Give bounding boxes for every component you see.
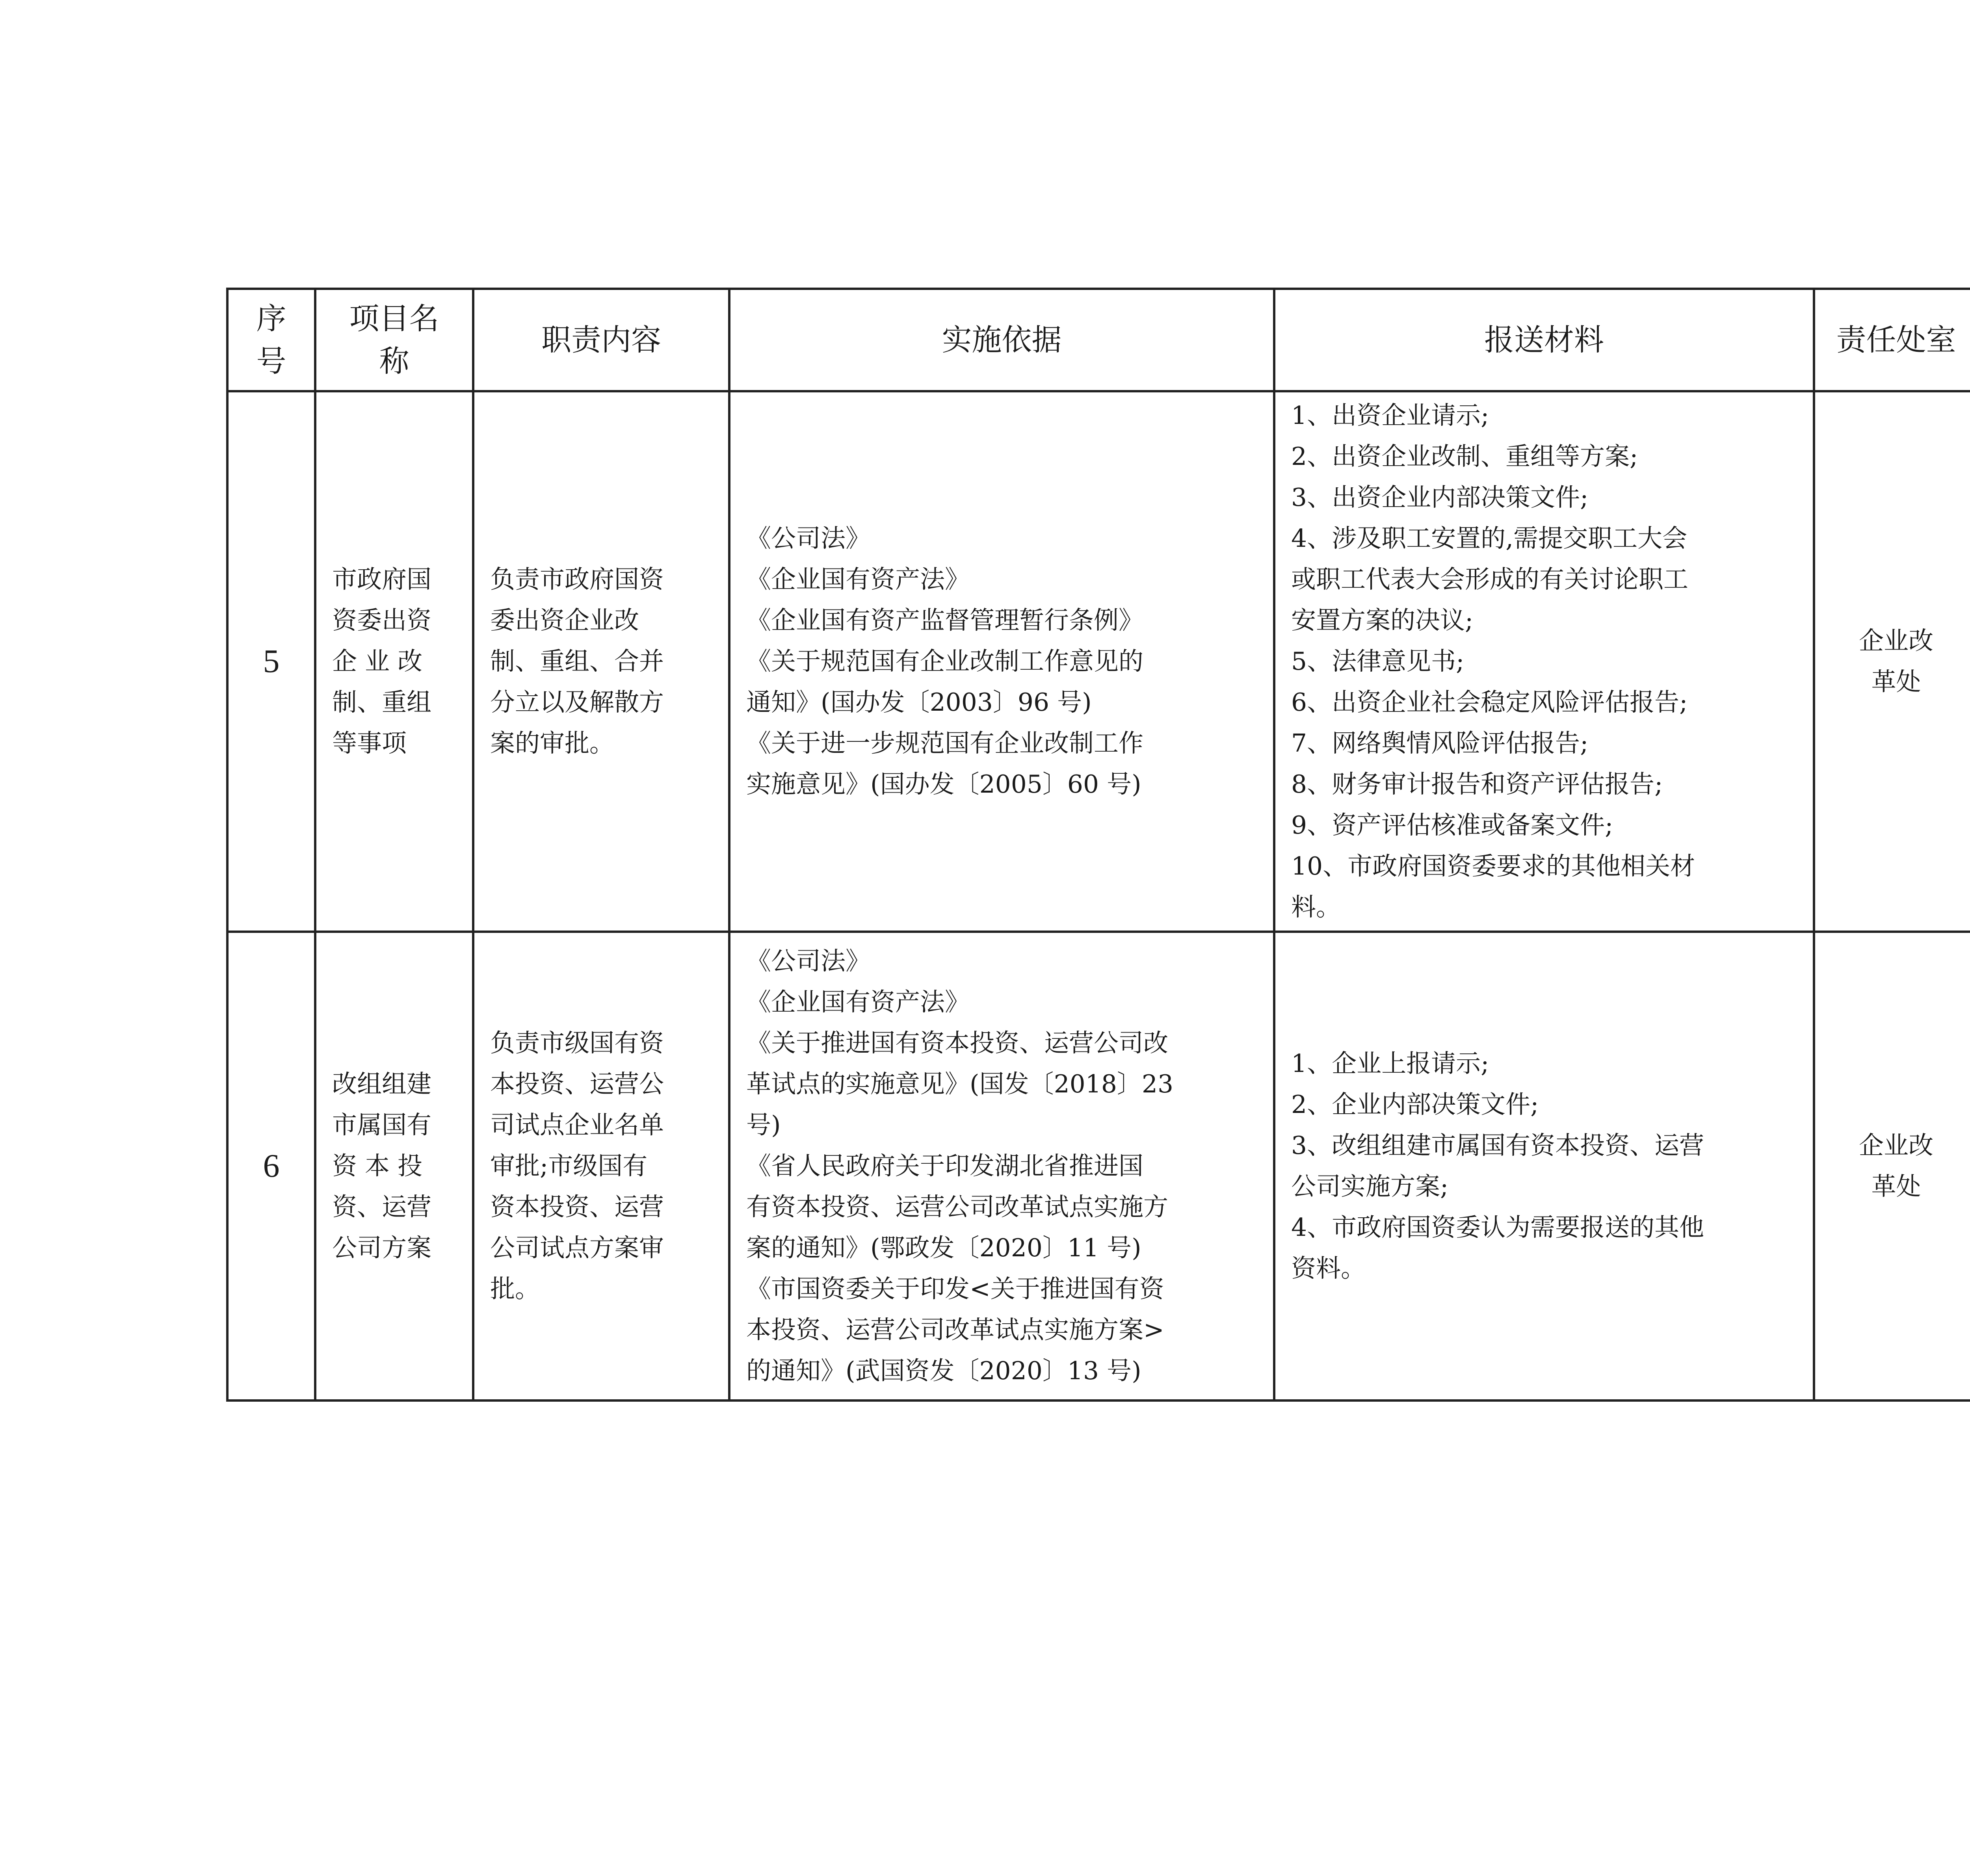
text-line: 企业改 [1859, 1131, 1933, 1160]
text-line: 公司试点方案审 [490, 1233, 664, 1262]
text-line: 1、企业上报请示; [1291, 1049, 1489, 1078]
project-name-cell [315, 932, 473, 1400]
text-line: 司试点企业名单 [490, 1111, 664, 1139]
materials-cell [1274, 391, 1814, 932]
duty-cell [473, 391, 729, 932]
text-line: 革试点的实施意见》(国发〔2018〕23 [746, 1070, 1174, 1098]
text-line: 企业改 [1859, 626, 1933, 655]
text-line: 《省人民政府关于印发湖北省推进国 [746, 1152, 1143, 1180]
text-line: 《公司法》 [746, 947, 870, 975]
text-line: 号) [746, 1111, 781, 1139]
header-project-name [315, 289, 473, 391]
header-line: 称 [379, 344, 409, 379]
text-line: 制、重组、合并 [490, 647, 664, 676]
text-line: 4、市政府国资委认为需要报送的其他 [1291, 1213, 1704, 1242]
text-line: 2、企业内部决策文件; [1291, 1090, 1539, 1119]
text-line: 10、市政府国资委要求的其他相关材 [1291, 852, 1695, 880]
text-line: 等事项 [332, 729, 407, 758]
text-line: 8、财务审计报告和资产评估报告; [1291, 770, 1663, 799]
row-number: 5 [227, 391, 315, 932]
table-row [227, 391, 1970, 932]
table-row [227, 932, 1970, 1400]
text-line: 《关于规范国有企业改制工作意见的 [746, 647, 1143, 676]
text-line: 审批;市级国有 [490, 1152, 648, 1180]
text-line: 革处 [1871, 667, 1921, 696]
text-line: 公司实施方案; [1291, 1172, 1449, 1201]
text-line: 安置方案的决议; [1291, 606, 1474, 635]
text-line: 《企业国有资产法》 [746, 988, 970, 1016]
text-line: 本投资、运营公 [490, 1070, 664, 1098]
text-line: 2、出资企业改制、重组等方案; [1291, 442, 1638, 471]
project-name-cell [315, 391, 473, 932]
text-line: 本投资、运营公司改革试点实施方案> [746, 1315, 1164, 1344]
text-line: 料。 [1291, 893, 1341, 921]
text-line: 改组组建 [332, 1070, 431, 1098]
text-line: 3、改组组建市属国有资本投资、运营 [1291, 1131, 1704, 1160]
department-cell [1814, 932, 1970, 1400]
header-line: 序 [256, 301, 286, 336]
text-line: 3、出资企业内部决策文件; [1291, 483, 1589, 512]
text-line: 6、出资企业社会稳定风险评估报告; [1291, 688, 1688, 717]
text-line: 实施意见》(国办发〔2005〕60 号) [746, 770, 1141, 799]
text-line: 市政府国 [332, 565, 431, 594]
text-line: 资本投资、运营 [490, 1192, 664, 1221]
text-line: 1、出资企业请示; [1291, 401, 1489, 430]
text-line: 《企业国有资产法》 [746, 565, 970, 594]
basis-cell [729, 391, 1274, 932]
text-line: 批。 [490, 1274, 540, 1303]
text-line: 革处 [1871, 1172, 1921, 1201]
text-line: 或职工代表大会形成的有关讨论职工 [1291, 565, 1688, 594]
text-line: 的通知》(武国资发〔2020〕13 号) [746, 1356, 1141, 1385]
text-line: 负责市政府国资 [490, 565, 664, 594]
header-basis: 实施依据 [729, 289, 1274, 391]
header-line: 项目名 [349, 301, 439, 336]
text-line: 公司方案 [332, 1233, 431, 1262]
text-line: 资料。 [1291, 1254, 1366, 1283]
text-line: 市属国有 [332, 1111, 431, 1139]
text-line: 《公司法》 [746, 524, 870, 553]
basis-cell [729, 932, 1274, 1400]
duty-cell [473, 932, 729, 1400]
text-line: 有资本投资、运营公司改革试点实施方 [746, 1192, 1168, 1221]
text-line: 案的审批。 [490, 729, 614, 758]
text-line: 资、运营 [332, 1192, 431, 1221]
text-line: 通知》(国办发〔2003〕96 号) [746, 688, 1092, 717]
header-materials: 报送材料 [1274, 289, 1814, 391]
text-line: 《企业国有资产监督管理暂行条例》 [746, 606, 1143, 635]
text-line: 制、重组 [332, 688, 431, 717]
text-line: 企 业 改 [332, 647, 423, 676]
text-line: 《关于进一步规范国有企业改制工作 [746, 729, 1143, 758]
text-line: 7、网络舆情风险评估报告; [1291, 729, 1589, 758]
materials-cell [1274, 932, 1814, 1400]
header-duty: 职责内容 [473, 289, 729, 391]
text-line: 4、涉及职工安置的,需提交职工大会 [1291, 524, 1688, 553]
text-line: 《关于推进国有资本投资、运营公司改 [746, 1029, 1168, 1057]
text-line: 负责市级国有资 [490, 1029, 664, 1057]
text-line: 案的通知》(鄂政发〔2020〕11 号) [746, 1233, 1141, 1262]
text-line: 5、法律意见书; [1291, 647, 1464, 676]
text-line: 资委出资 [332, 606, 431, 635]
text-line: 《市国资委关于印发<关于推进国有资 [746, 1274, 1164, 1303]
header-row [227, 289, 1970, 391]
header-seq [227, 289, 315, 391]
header-line: 号 [256, 344, 286, 379]
text-line: 分立以及解散方 [490, 688, 664, 717]
responsibility-table [226, 288, 1970, 1402]
department-cell [1814, 391, 1970, 932]
text-line: 9、资产评估核准或备案文件; [1291, 811, 1613, 840]
text-line: 委出资企业改 [490, 606, 639, 635]
text-line: 资 本 投 [332, 1152, 423, 1180]
row-number: 6 [227, 932, 315, 1400]
header-department: 责任处室 [1814, 289, 1970, 391]
